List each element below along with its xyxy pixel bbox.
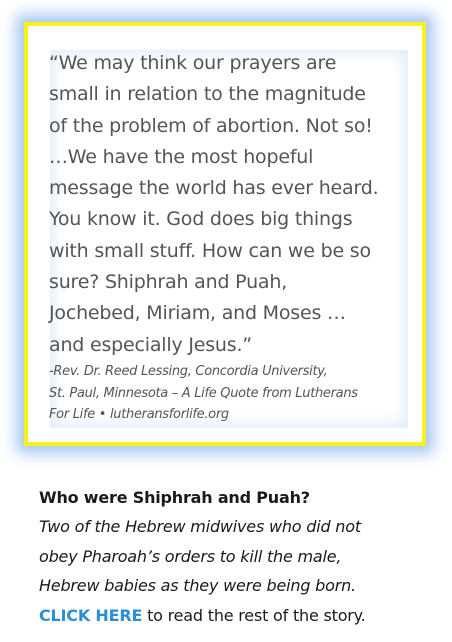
quote-line: and especially Jesus.” [49,333,252,356]
story-heading: Who were Shiphrah and Puah? [39,488,310,507]
story-link-line [39,601,439,630]
quote-text [49,48,413,361]
quote-line: message the world has ever heard. [49,177,379,200]
quote-line: sure? Shiphrah and Puah, [49,271,288,294]
quote-line: of the problem of abortion. Not so! [49,114,373,137]
story-body-line: Two of the Hebrew midwives who did not [39,517,361,537]
quote-attribution [49,361,411,426]
quote-line: with small stuff. How can we be so [49,239,371,262]
quote-line: You know it. God does big things [49,208,353,231]
quote-line: …We have the most hopeful [49,145,314,168]
quote-line: small in relation to the magnitude [49,83,366,106]
story-section [39,483,439,630]
story-body-line: obey Pharoah’s orders to kill the male, [39,546,342,566]
attribution-line: St. Paul, Minnesota – A Life Quote from Lutherans [49,385,358,401]
story-link-suffix: to read the rest of the story. [142,605,366,625]
attribution-line: For Life • lutheransforlife.org [49,407,229,422]
quote-line: “We may think our prayers are [49,52,337,74]
quote-line: Jochebed, Miriam, and Moses … [49,302,346,325]
click-here-link[interactable]: CLICK HERE [39,605,143,625]
story-body-line: Hebrew babies as they were being born. [39,576,356,596]
attribution-line: -Rev. Dr. Reed Lessing, Concordia University, [49,364,328,379]
